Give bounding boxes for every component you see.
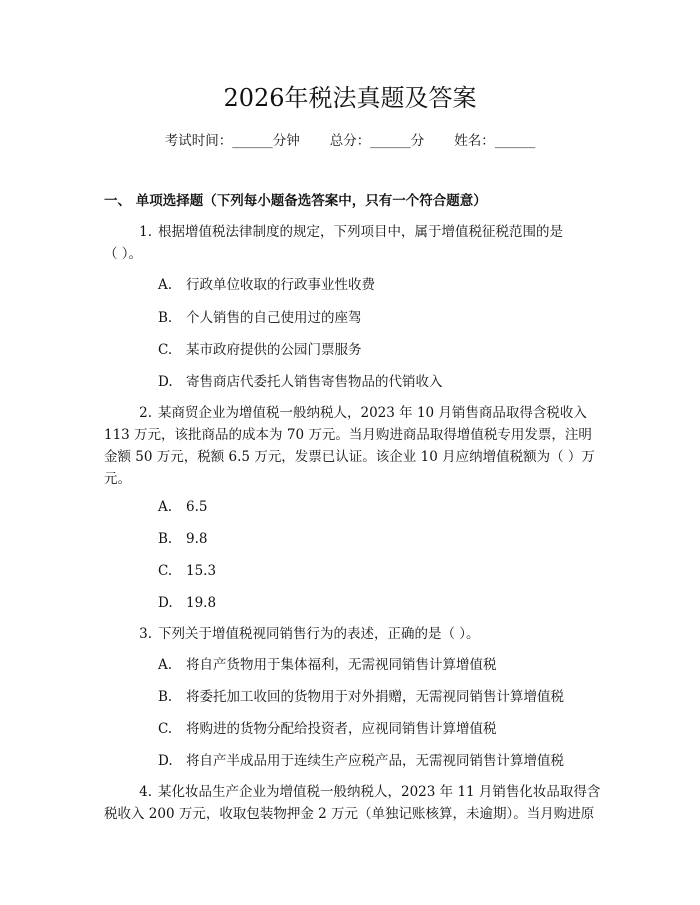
question-2-line-1: 2. 某商贸企业为增值税一般纳税人，2023 年 10 月销售商品取得含税收入: [104, 403, 587, 423]
section-heading: 一、 单项选择题（下列每小题备选答案中，只有一个符合题意）: [104, 193, 487, 209]
exam-info: [0, 131, 700, 151]
exam-time-label: 考试时间：______分钟: [164, 133, 300, 149]
question-4-number: 4.: [139, 784, 152, 800]
question-2-line-3: 金额 50 万元，税额 6.5 万元，发票已认证。该企业 10 月应纳增值税额为（ ）万: [104, 449, 595, 465]
question-1-option-b: B. 个人销售的自己使用过的座驾: [158, 310, 362, 326]
question-2-number: 2.: [139, 405, 152, 421]
question-4-line-1: 4. 某化妆品生产企业为增值税一般纳税人，2023 年 11 月销售化妆品取得含: [104, 782, 600, 802]
question-3-option-c: C. 将购进的货物分配给投资者，应视同销售计算增值税: [158, 721, 497, 737]
question-3-number: 3.: [139, 626, 152, 642]
question-1-line-2: （ ）。: [104, 246, 143, 262]
question-2-line-2: 113 万元，该批商品的成本为 70 万元。当月购进商品取得增值税专用发票，注明: [104, 427, 592, 443]
question-3-option-d: D. 将自产半成品用于连续生产应税产品，无需视同销售计算增值税: [158, 753, 564, 769]
question-2-option-d: D. 19.8: [158, 595, 217, 611]
question-2-option-a: A. 6.5: [158, 499, 208, 515]
document-title: 2026年税法真题及答案: [223, 84, 477, 112]
question-1-option-d: D. 寄售商店代委托人销售寄售物品的代销收入: [158, 374, 443, 390]
question-2-option-c: C. 15.3: [158, 563, 217, 579]
question-3-line-1: 3. 下列关于增值税视同销售行为的表述，正确的是（ ）。: [104, 624, 480, 644]
question-2-option-b: B. 9.8: [158, 531, 208, 547]
question-3-option-a: A. 将自产货物用于集体福利，无需视同销售计算增值税: [158, 657, 497, 673]
total-score-label: 总分：______分: [329, 133, 425, 149]
question-1-line-1: 1. 根据增值税法律制度的规定，下列项目中，属于增值税征税范围的是: [104, 222, 563, 242]
question-1-number: 1.: [139, 224, 152, 240]
question-3-option-b: B. 将委托加工收回的货物用于对外捐赠，无需视同销售计算增值税: [158, 689, 564, 705]
question-4-line-2: 税收入 200 万元，收取包装物押金 2 万元（单独记账核算，未逾期）。当月购进原: [104, 806, 595, 822]
question-1-option-a: A. 行政单位收取的行政事业性收费: [158, 277, 375, 293]
name-label: 姓名：______: [454, 133, 536, 149]
question-2-line-4: 元。: [104, 471, 131, 487]
question-1-option-c: C. 某市政府提供的公园门票服务: [158, 342, 362, 358]
